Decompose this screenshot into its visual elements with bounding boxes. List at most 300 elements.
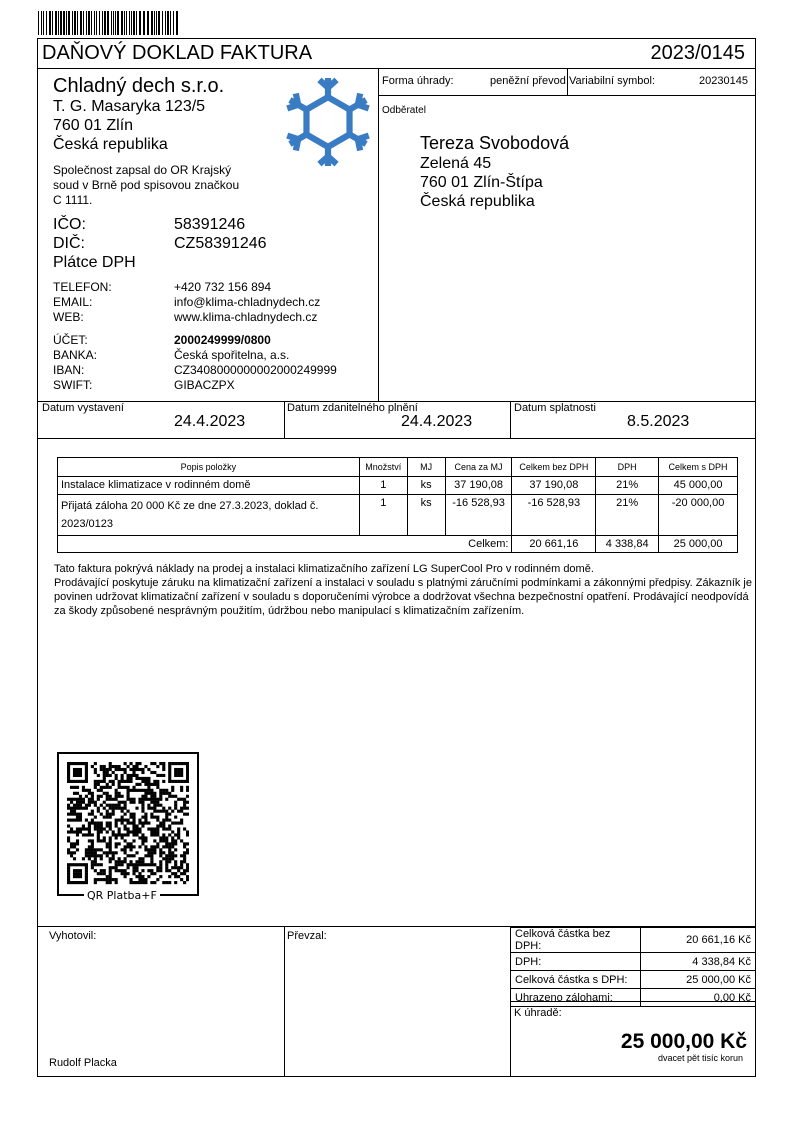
qr-module [109, 762, 112, 765]
qr-module [180, 854, 183, 857]
qr-module [159, 836, 162, 839]
qr-module [180, 860, 183, 863]
qr-module [73, 804, 76, 807]
qr-module [162, 836, 165, 839]
qr-module [118, 857, 121, 860]
qr-module [144, 839, 147, 842]
qr-module [100, 789, 103, 792]
qr-module [94, 854, 97, 857]
qr-module [103, 807, 106, 810]
qr-module [73, 863, 76, 866]
qr-module [67, 863, 70, 866]
qr-module [67, 798, 70, 801]
qr-module [141, 816, 144, 819]
qr-module [97, 824, 100, 827]
qr-module [132, 786, 135, 789]
qr-module [159, 860, 162, 863]
qr-module [124, 845, 127, 848]
qr-module [159, 804, 162, 807]
qr-module [100, 795, 103, 798]
qr-module [171, 810, 174, 813]
qr-module [112, 783, 115, 786]
qr-module [174, 839, 177, 842]
supplier-name: Chladný dech s.r.o. [53, 75, 225, 97]
qr-module [70, 863, 73, 866]
divider [284, 926, 285, 1077]
qr-module [129, 860, 132, 863]
qr-module [132, 822, 135, 825]
qr-module [115, 792, 118, 795]
qr-module [156, 824, 159, 827]
email-value: info@klima-chladnydech.cz [174, 295, 321, 309]
qr-module [165, 854, 168, 857]
qr-module [79, 762, 82, 765]
qr-module [159, 762, 162, 765]
qr-module [153, 845, 156, 848]
qr-module [138, 875, 141, 878]
qr-module [124, 851, 127, 854]
qr-module [76, 833, 79, 836]
qr-module [150, 783, 153, 786]
qr-module [174, 881, 177, 884]
qr-module [79, 771, 82, 774]
qr-module [73, 780, 76, 783]
qr-module [159, 848, 162, 851]
qr-module [109, 774, 112, 777]
qr-module [121, 816, 124, 819]
divider [567, 68, 568, 95]
qr-module [168, 824, 171, 827]
qr-module [186, 833, 189, 836]
qr-module [180, 798, 183, 801]
qr-module [106, 881, 109, 884]
qr-module [70, 762, 73, 765]
table-header-row [58, 458, 738, 477]
qr-module [141, 789, 144, 792]
qr-module [97, 854, 100, 857]
qr-module [150, 863, 153, 866]
qr-module [115, 869, 118, 872]
qr-module [109, 869, 112, 872]
item-gross: -20 000,00 [659, 495, 738, 536]
qr-module [109, 816, 112, 819]
qr-module [124, 813, 127, 816]
qr-module [153, 801, 156, 804]
qr-module [144, 765, 147, 768]
qr-module [94, 783, 97, 786]
qr-module [141, 771, 144, 774]
qr-module [159, 854, 162, 857]
qr-module [91, 813, 94, 816]
qr-module [129, 854, 132, 857]
qr-module [94, 822, 97, 825]
issued-by-label: Vyhotovil: [49, 930, 97, 942]
qr-module [112, 866, 115, 869]
qr-module [115, 833, 118, 836]
qr-module [186, 762, 189, 765]
qr-module [103, 816, 106, 819]
qr-module [177, 830, 180, 833]
qr-module [67, 819, 70, 822]
qr-module [121, 777, 124, 780]
qr-module [177, 869, 180, 872]
qr-module [76, 804, 79, 807]
qr-module [124, 807, 127, 810]
qr-module [91, 863, 94, 866]
dic-value: CZ58391246 [174, 235, 267, 252]
qr-module [165, 816, 168, 819]
qr-module [118, 768, 121, 771]
qr-module [88, 845, 91, 848]
qr-module [70, 827, 73, 830]
qr-module [103, 765, 106, 768]
qr-module [103, 872, 106, 875]
qr-module [109, 780, 112, 783]
qr-module [79, 863, 82, 866]
qr-module [174, 774, 177, 777]
qr-module [168, 857, 171, 860]
qr-module [82, 863, 85, 866]
qr-module [177, 771, 180, 774]
column-header: DPH [596, 458, 659, 477]
qr-module [165, 792, 168, 795]
qr-module [141, 839, 144, 842]
qr-module [112, 854, 115, 857]
qr-module [129, 863, 132, 866]
qr-module [180, 878, 183, 881]
qr-module [138, 827, 141, 830]
qr-module [174, 860, 177, 863]
qr-module [153, 762, 156, 765]
qr-module [144, 819, 147, 822]
qr-module [109, 807, 112, 810]
qr-module [144, 813, 147, 816]
qr-module [156, 765, 159, 768]
qr-module [141, 881, 144, 884]
qr-module [88, 833, 91, 836]
qr-module [135, 860, 138, 863]
qr-module [138, 822, 141, 825]
qr-module [156, 842, 159, 845]
qr-module [147, 798, 150, 801]
qr-module [109, 786, 112, 789]
qr-module [76, 827, 79, 830]
qr-module [100, 830, 103, 833]
qr-module [79, 869, 82, 872]
qr-module [67, 777, 70, 780]
qr-module [162, 768, 165, 771]
qr-module [88, 798, 91, 801]
qr-module [147, 768, 150, 771]
qr-module [147, 848, 150, 851]
qr-module [115, 860, 118, 863]
qr-module [91, 819, 94, 822]
qr-module [115, 836, 118, 839]
qr-module [174, 768, 177, 771]
qr-module [109, 842, 112, 845]
qr-module [91, 845, 94, 848]
qr-module [82, 780, 85, 783]
items-table [57, 457, 738, 553]
qr-module [115, 795, 118, 798]
qr-module [183, 854, 186, 857]
qr-module [150, 854, 153, 857]
qr-module [85, 762, 88, 765]
qr-module [186, 789, 189, 792]
qr-module [103, 774, 106, 777]
qr-module [153, 807, 156, 810]
qr-module [174, 780, 177, 783]
qr-module [82, 786, 85, 789]
summary-label: Celková částka s DPH: [511, 971, 641, 989]
qr-module [88, 789, 91, 792]
qr-module [156, 866, 159, 869]
item-vat: 21% [596, 477, 659, 495]
qr-module [129, 813, 132, 816]
qr-module [168, 768, 171, 771]
qr-module [153, 848, 156, 851]
qr-module [94, 768, 97, 771]
qr-module [88, 830, 91, 833]
qr-module [141, 780, 144, 783]
qr-module [135, 774, 138, 777]
total-vat: 4 338,84 [596, 536, 659, 553]
qr-module [127, 842, 130, 845]
qr-module [153, 851, 156, 854]
qr-module [150, 792, 153, 795]
qr-module [118, 804, 121, 807]
qr-module [132, 881, 135, 884]
qr-module [132, 819, 135, 822]
qr-module [97, 863, 100, 866]
qr-module [76, 816, 79, 819]
qr-module [127, 866, 130, 869]
qr-module [73, 807, 76, 810]
item-vat: 21% [596, 495, 659, 536]
summary-row [511, 989, 756, 1007]
qr-module [121, 786, 124, 789]
qr-module [124, 872, 127, 875]
taxable-date-label: Datum zdanitelného plnění [287, 402, 418, 414]
taxable-date: 24.4.2023 [401, 413, 473, 430]
qr-module [129, 816, 132, 819]
qr-module [85, 771, 88, 774]
qr-module [132, 839, 135, 842]
qr-module [144, 848, 147, 851]
qr-module [70, 780, 73, 783]
qr-module [168, 807, 171, 810]
qr-module [183, 807, 186, 810]
qr-module [174, 872, 177, 875]
qr-module [76, 872, 79, 875]
qr-module [127, 827, 130, 830]
qr-module [183, 857, 186, 860]
qr-module [129, 845, 132, 848]
qr-module [103, 827, 106, 830]
qr-module [144, 836, 147, 839]
qr-module [100, 822, 103, 825]
qr-module [79, 801, 82, 804]
qr-module [186, 774, 189, 777]
qr-module [144, 822, 147, 825]
qr-module [124, 780, 127, 783]
qr-module [168, 833, 171, 836]
qr-module [156, 830, 159, 833]
qr-module [70, 813, 73, 816]
qr-module [132, 768, 135, 771]
qr-module [115, 819, 118, 822]
qr-module [106, 768, 109, 771]
qr-module [115, 768, 118, 771]
qr-module [85, 765, 88, 768]
qr-module [132, 789, 135, 792]
qr-module [150, 795, 153, 798]
qr-module [180, 839, 183, 842]
qr-module [100, 768, 103, 771]
qr-module [88, 851, 91, 854]
qr-module [67, 768, 70, 771]
qr-module [115, 765, 118, 768]
qr-module [177, 866, 180, 869]
qr-module [138, 881, 141, 884]
qr-module [147, 777, 150, 780]
divider [510, 1001, 756, 1002]
qr-code [57, 752, 199, 896]
qr-module [79, 807, 82, 810]
qr-module [70, 819, 73, 822]
qr-module [88, 854, 91, 857]
divider [510, 401, 511, 438]
qr-module [159, 851, 162, 854]
qr-module [103, 878, 106, 881]
qr-module [144, 881, 147, 884]
qr-module [183, 872, 186, 875]
summary-row [511, 953, 756, 971]
qr-module [121, 822, 124, 825]
qr-module [97, 774, 100, 777]
qr-module [121, 807, 124, 810]
qr-module [118, 786, 121, 789]
qr-module [153, 827, 156, 830]
qr-module [135, 830, 138, 833]
qr-module [112, 857, 115, 860]
to-pay-words: dvacet pět tisíc korun [657, 1053, 743, 1063]
qr-module [165, 839, 168, 842]
qr-module [79, 813, 82, 816]
qr-module [186, 851, 189, 854]
qr-module [165, 842, 168, 845]
qr-module [186, 801, 189, 804]
qr-module [79, 827, 82, 830]
qr-module [100, 839, 103, 842]
qr-module [147, 822, 150, 825]
qr-module [118, 792, 121, 795]
qr-module [162, 851, 165, 854]
qr-module [85, 854, 88, 857]
qr-module [165, 866, 168, 869]
qr-module [67, 771, 70, 774]
column-header: Množství [359, 458, 407, 477]
qr-module [88, 857, 91, 860]
qr-module [159, 875, 162, 878]
total-net: 20 661,16 [512, 536, 596, 553]
qr-module [141, 860, 144, 863]
qr-module [183, 804, 186, 807]
qr-module [150, 860, 153, 863]
qr-module [106, 771, 109, 774]
qr-module [76, 792, 79, 795]
qr-module [112, 807, 115, 810]
qr-module [138, 860, 141, 863]
summary-value: 4 338,84 Kč [640, 953, 756, 971]
qr-module [91, 854, 94, 857]
qr-module [73, 869, 76, 872]
qr-module [174, 866, 177, 869]
qr-module [156, 780, 159, 783]
qr-module [129, 777, 132, 780]
qr-module [121, 863, 124, 866]
qr-module [127, 830, 130, 833]
qr-module [135, 866, 138, 869]
qr-module [100, 863, 103, 866]
qr-module [127, 833, 130, 836]
qr-module [112, 813, 115, 816]
qr-module [183, 780, 186, 783]
qr-module [109, 839, 112, 842]
table-row [58, 477, 738, 495]
qr-module [138, 789, 141, 792]
qr-module [162, 765, 165, 768]
qr-module [82, 789, 85, 792]
qr-module [94, 881, 97, 884]
qr-module [118, 863, 121, 866]
qr-module [67, 830, 70, 833]
qr-module [85, 807, 88, 810]
qr-module [79, 795, 82, 798]
qr-module [141, 842, 144, 845]
qr-module [150, 816, 153, 819]
qr-module [144, 816, 147, 819]
qr-module [141, 804, 144, 807]
qr-module [109, 860, 112, 863]
qr-module [127, 845, 130, 848]
qr-module [124, 801, 127, 804]
qr-module [147, 854, 150, 857]
qr-module [180, 807, 183, 810]
qr-module [183, 798, 186, 801]
qr-module [106, 798, 109, 801]
qr-module [132, 830, 135, 833]
qr-module [156, 827, 159, 830]
qr-module [103, 836, 106, 839]
qr-module [141, 857, 144, 860]
qr-module [138, 777, 141, 780]
qr-module [118, 780, 121, 783]
qr-module [91, 822, 94, 825]
qr-module [103, 780, 106, 783]
summary-row [511, 928, 756, 953]
qr-module [150, 798, 153, 801]
qr-module [186, 777, 189, 780]
qr-module [85, 789, 88, 792]
qr-module [127, 792, 130, 795]
qr-module [138, 863, 141, 866]
qr-module [165, 863, 168, 866]
qr-module [121, 872, 124, 875]
qr-module [85, 851, 88, 854]
qr-module [85, 780, 88, 783]
qr-module [85, 875, 88, 878]
